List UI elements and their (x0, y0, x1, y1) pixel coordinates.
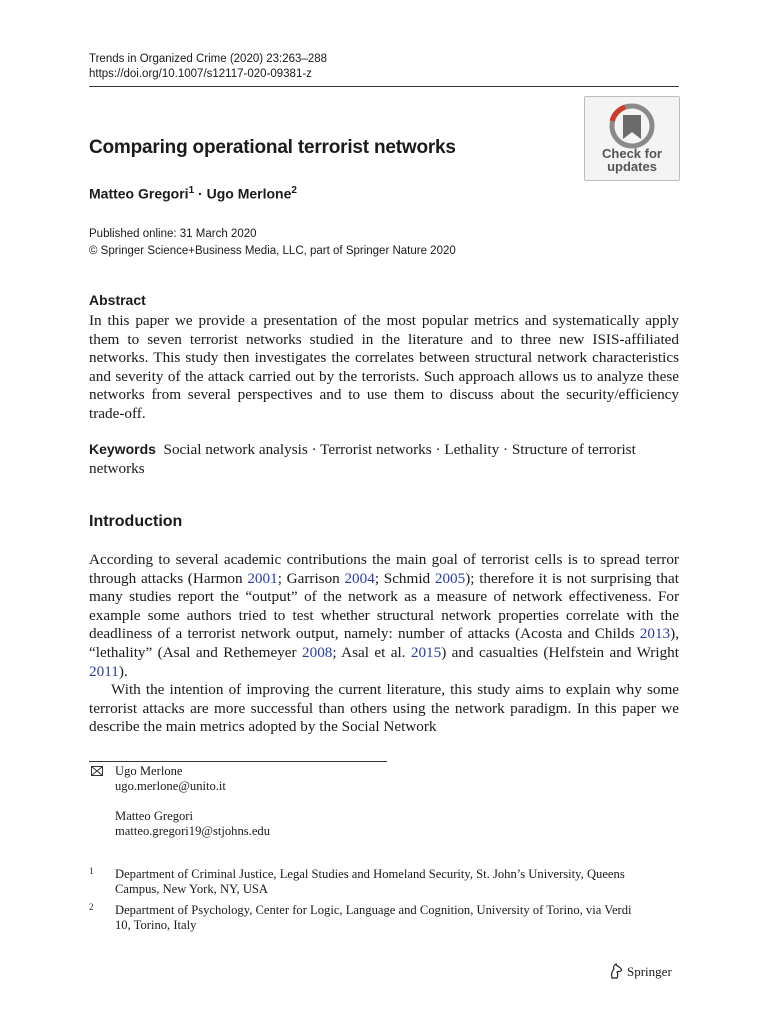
footnote-number: 2 (89, 902, 94, 912)
springer-horse-icon (608, 963, 624, 979)
paper-title: Comparing operational terrorist networks (89, 137, 456, 158)
copyright-line: © Springer Science+Business Media, LLC, part of Springer Nature 2020 (89, 245, 456, 257)
contact-name-1: Ugo Merlone (115, 764, 183, 778)
footnote-text: Department of Criminal Justice, Legal Studies and Homeland Security, St. John’s University, Queens Campus, New York, NY, USA (115, 867, 625, 897)
footnote-divider (89, 761, 387, 762)
citation-link[interactable]: 2004 (344, 569, 375, 587)
check-for-updates-badge[interactable] (584, 96, 680, 181)
header-divider (89, 86, 679, 87)
check-for-updates-icon (607, 103, 657, 149)
author-separator: · (194, 185, 207, 202)
doi-link[interactable]: https://doi.org/10.1007/s12117-020-09381-z (89, 68, 312, 80)
citation-link[interactable]: 2011 (89, 662, 119, 680)
published-date: Published online: 31 March 2020 (89, 228, 257, 240)
author-1-affiliation: 1 (188, 185, 195, 196)
keywords-list: Social network analysis · Terrorist networks · Lethality · Structure of terrorist networks (89, 441, 636, 477)
publication-info (89, 226, 456, 260)
abstract-text: In this paper we provide a presentation of the most popular metrics and systematically apply them to seven terrorist networks studied in the literature and to three new ISIS-affiliated networks. This study then investigates the correlates between structural network characteristics and severity of the attack carried out by the terrorists. Such approach allows us to analyze these networks from several perspectives and to use them to discuss about the security/efficiency trade-off. (89, 312, 679, 422)
citation-link[interactable]: 2013 (639, 625, 671, 643)
introduction-heading: Introduction (89, 513, 183, 530)
footnote-text: Department of Psychology, Center for Logic, Language and Cognition, University of Torino, via Verdi 10, Torino, Italy (115, 903, 632, 933)
text-segment: ) and casualties (Helfstein and Wright (441, 643, 679, 661)
journal-citation: Trends in Organized Crime (2020) 23:263–288 (89, 53, 328, 65)
abstract-heading: Abstract (89, 292, 146, 308)
text-segment: ; Schmid (374, 569, 435, 587)
text-segment: ); therefore it is not surprising that many studies report the “output” of the network as a measure of network effectiveness. For example some authors tried to test whether structural network properties correlate with the deadliness of a terrorist network output, namely: number of attacks (Acosta and Childs (89, 569, 679, 643)
badge-line-1: Check for (602, 146, 662, 161)
citation-link[interactable]: 2008 (302, 643, 333, 661)
publisher-logo (608, 963, 672, 980)
text-segment: According to several academic contributions the main goal of terrorist cells is to spread terror through attacks (Harmon (89, 551, 679, 587)
citation-link[interactable]: 2015 (410, 643, 442, 661)
text-segment: ). (118, 662, 128, 680)
contact-email-2[interactable]: matteo.gregori19@stjohns.edu (115, 823, 270, 838)
introduction-paragraph-1 (89, 551, 679, 681)
publisher-name: Springer (627, 964, 672, 979)
citation-link[interactable]: 2001 (247, 569, 278, 587)
text-segment: ; Asal et al. (332, 643, 411, 661)
keywords-section (89, 440, 679, 478)
footnote-number: 1 (89, 866, 94, 876)
contact-email-1[interactable]: ugo.merlone@unito.it (115, 779, 226, 794)
author-list (89, 185, 297, 202)
badge-line-2: updates (607, 159, 657, 174)
introduction-paragraph-2: With the intention of improving the current literature, this study aims to explain why some terrorist attacks are more successful than others using the network paradigm. In this paper we describe the main metrics adopted by the Social Network (89, 681, 679, 736)
envelope-icon (91, 766, 103, 776)
author-2[interactable]: Ugo Merlone (206, 185, 292, 202)
keywords-label: Keywords (89, 441, 156, 457)
contact-name-2: Matteo Gregori (115, 808, 193, 823)
citation-link[interactable]: 2005 (434, 569, 466, 587)
text-segment: ), “lethality” (Asal and Rethemeyer (89, 625, 679, 661)
text-segment: ; Garrison (277, 569, 345, 587)
author-2-affiliation: 2 (291, 185, 297, 196)
journal-header (89, 52, 327, 82)
author-1[interactable]: Matteo Gregori (89, 185, 189, 202)
badge-label (585, 147, 679, 173)
